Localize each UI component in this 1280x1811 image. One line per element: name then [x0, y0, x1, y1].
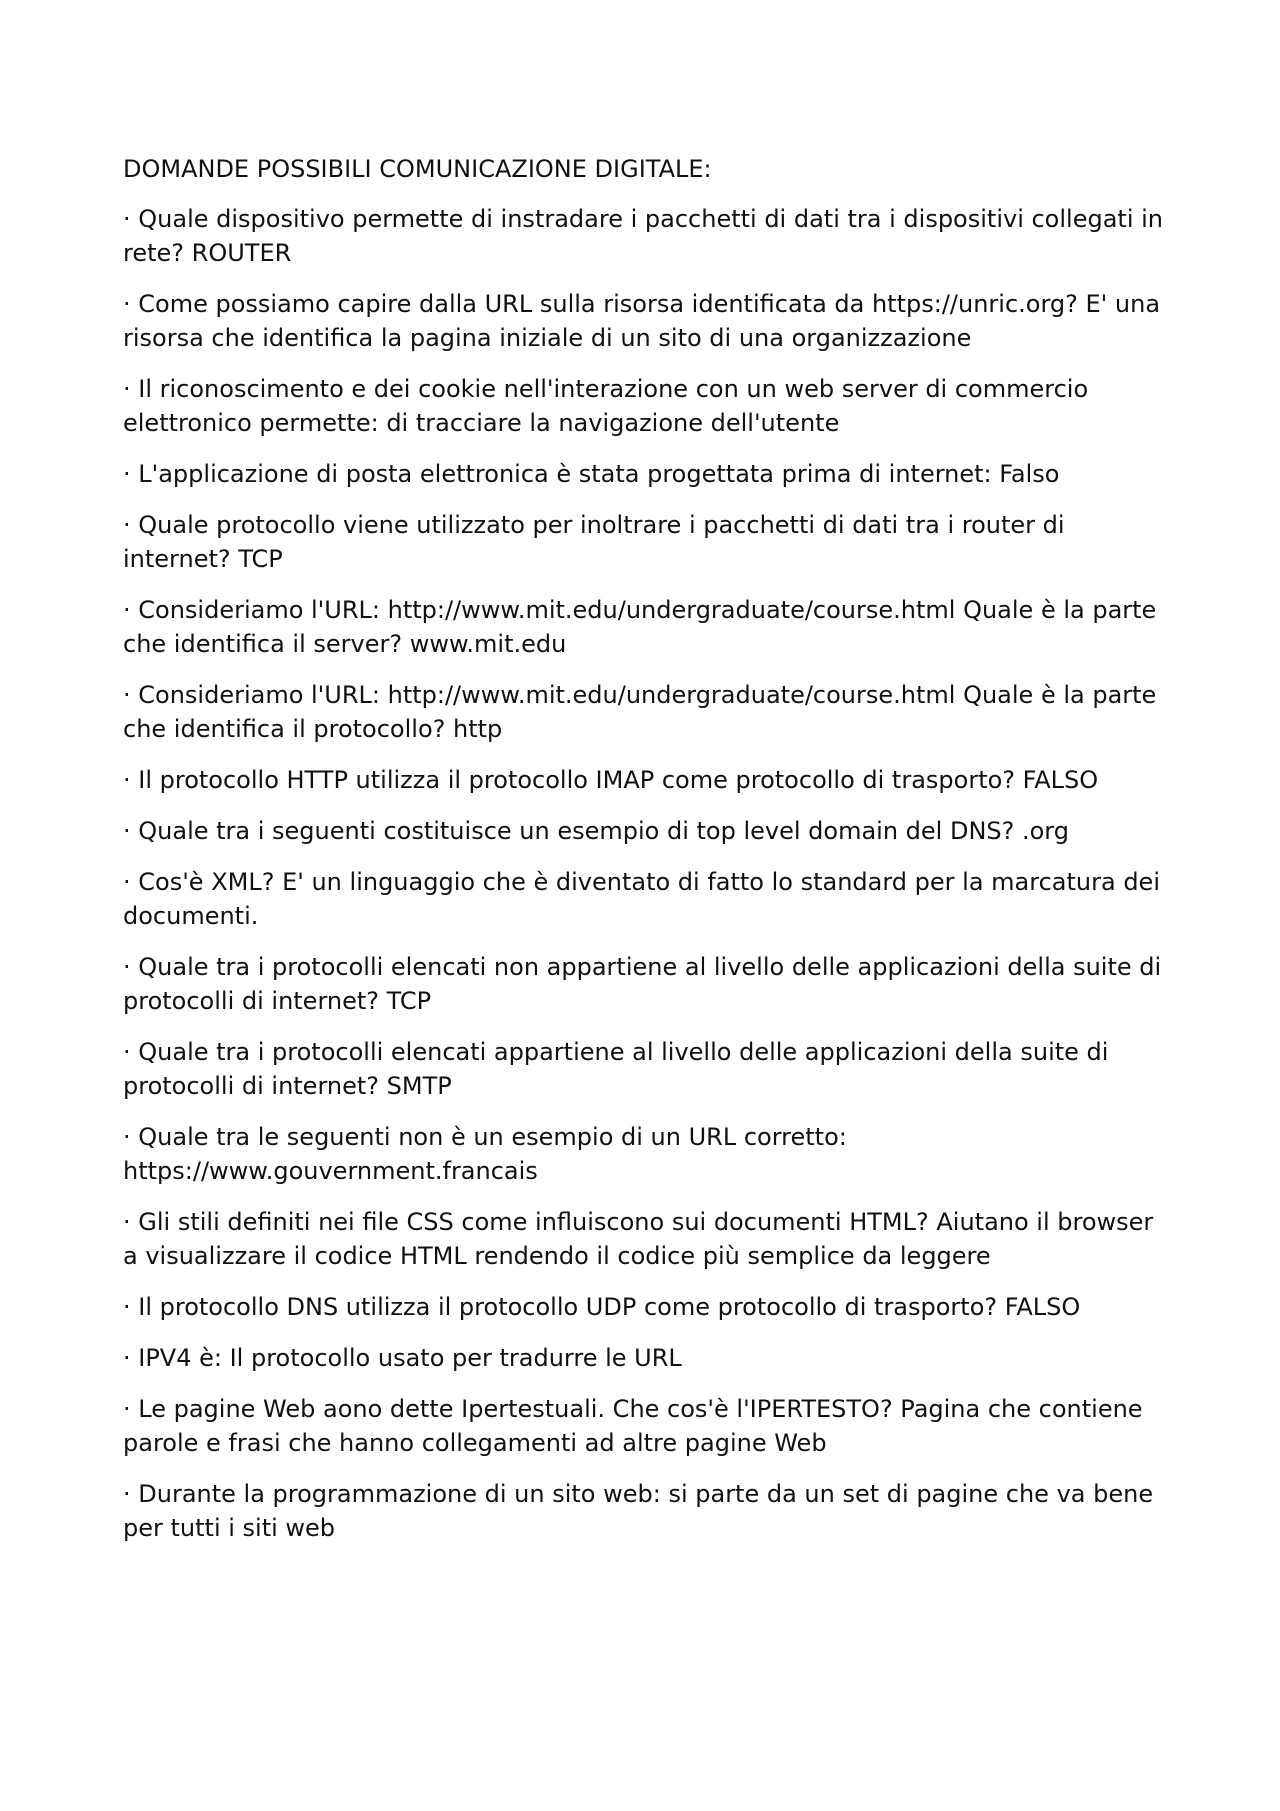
- document-page: [123, 152, 1168, 1545]
- question-item: · Quale tra i seguenti costituisce un esempio di top level domain del DNS? .org: [123, 817, 1069, 845]
- question-item: · Il protocollo DNS utilizza il protocollo UDP come protocollo di trasporto? FALSO: [123, 1293, 1081, 1321]
- question-item: · Consideriamo l'URL: http://www.mit.edu/undergraduate/course.html Quale è la parte che identifica il server? www.mit.edu: [123, 596, 1157, 658]
- question-item: · Gli stili definiti nei file CSS come influiscono sui documenti HTML? Aiutano il browser a visualizzare il codice HTML rendendo il codice più semplice da leggere: [123, 1208, 1154, 1270]
- question-item: · Come possiamo capire dalla URL sulla risorsa identificata da https://unric.org? E' una risorsa che identifica la pagina iniziale di un sito di una organizzazione: [123, 290, 1161, 352]
- question-item: · IPV4 è: Il protocollo usato per tradurre le URL: [123, 1344, 682, 1372]
- question-item: · Quale tra i protocolli elencati non appartiene al livello delle applicazioni della suite di protocolli di internet? TCP: [123, 953, 1162, 1015]
- question-item: · Quale protocollo viene utilizzato per inoltrare i pacchetti di dati tra i router di internet? TCP: [123, 511, 1065, 573]
- question-item: · Quale tra i protocolli elencati appartiene al livello delle applicazioni della suite di protocolli di internet? SMTP: [123, 1038, 1109, 1100]
- question-item: · Durante la programmazione di un sito web: si parte da un set di pagine che va bene per tutti i siti web: [123, 1480, 1154, 1542]
- question-item: · Le pagine Web aono dette Ipertestuali. Che cos'è l'IPERTESTO? Pagina che contiene parole e frasi che hanno collegamenti ad altre pagine Web: [123, 1395, 1143, 1457]
- question-item: · Il riconoscimento e dei cookie nell'interazione con un web server di commercio elettronico permette: di tracciare la navigazione dell'utente: [123, 375, 1089, 437]
- question-item: · Cos'è XML? E' un linguaggio che è diventato di fatto lo standard per la marcatura dei documenti.: [123, 868, 1160, 930]
- question-item: · Consideriamo l'URL: http://www.mit.edu/undergraduate/course.html Quale è la parte che identifica il protocollo? http: [123, 681, 1157, 743]
- question-item: · Quale tra le seguenti non è un esempio di un URL corretto: https://www.gouvernment.francais: [123, 1123, 847, 1185]
- document-title: DOMANDE POSSIBILI COMUNICAZIONE DIGITALE:: [123, 155, 712, 183]
- question-item: · Il protocollo HTTP utilizza il protocollo IMAP come protocollo di trasporto? FALSO: [123, 766, 1099, 794]
- question-item: · L'applicazione di posta elettronica è stata progettata prima di internet: Falso: [123, 460, 1060, 488]
- question-list: [123, 202, 1168, 1545]
- question-item: · Quale dispositivo permette di instradare i pacchetti di dati tra i dispositivi collegati in rete? ROUTER: [123, 205, 1163, 267]
